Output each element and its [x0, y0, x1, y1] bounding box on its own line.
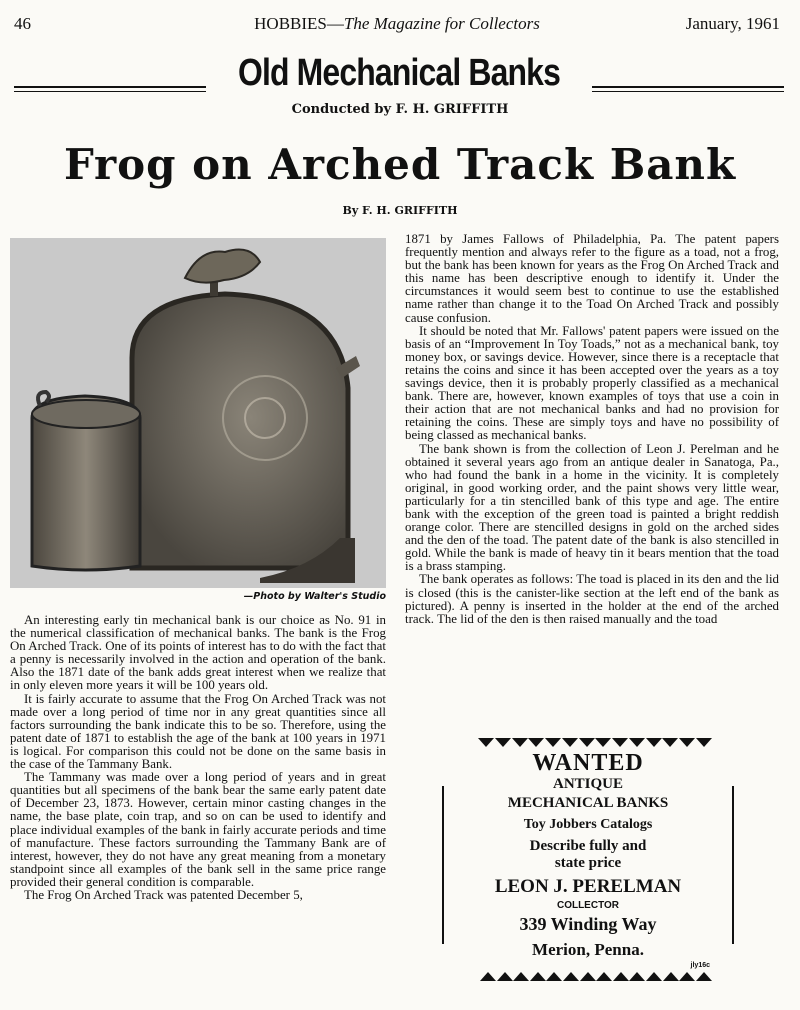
ad-mechanical-banks: MECHANICAL BANKS — [507, 795, 669, 811]
article-column-right — [405, 233, 779, 626]
magazine-tagline: The Magazine for Collectors — [343, 14, 540, 33]
paragraph: It should be noted that Mr. Fallows' patent papers were issued on the basis of an “Improvement In Toy Toads,” not as a mechanical bank, toy money box, or savings device. However, since there is a receptacle that retains the coins and since it has been accepted over the years as a toy savings device, then it is probably properly classified as a mechanical bank. There are, however, known examples of toys that use a coin in their action that are not mechanical banks and had no provision for retaining the coins. These are simply toys and have no possibility of being classed as mechanical banks. — [405, 323, 779, 443]
issue-date: January, 1961 — [685, 14, 780, 33]
paragraph: It is fairly accurate to assume that the Frog On Arched Track was not made over a long period of time nor in any great quantities since all factors surrounding the bank indicate this to be so. Therefore, using the patent date of 1871 to establish the age of the bank at 100 years in 1971 is logical. For comparison this could not be done on the same basis in the case of the Tammany Bank. — [10, 691, 386, 772]
ad-address: 339 Winding Way — [519, 914, 657, 934]
ad-border-top — [478, 738, 712, 748]
banner-rule-right — [592, 86, 784, 92]
page-number: 46 — [14, 14, 31, 33]
article-column-left — [10, 614, 386, 902]
paragraph: An interesting early tin mechanical bank is our choice as No. 91 in the numerical classification of mechanical banks. The bank is the Frog On Arched Track. One of its points of interest has to do with the fact that a penny is necessarily involved in the action and operation of the bank. Also the 1871 date of the bank adds great interest when we realize that in only eleven more years it will be 100 years old. — [10, 613, 386, 693]
article-byline: By F. H. GRIFFITH — [342, 204, 458, 217]
paragraph: The Tammany was made over a long period of years and in great quantities but all specimens of the bank bear the same early patent date of December 23, 1873. However, certain minor casting changes in the name, the base plate, coin trap, and so on can be used to identify and place individual examples of the bank in fairly accurate periods and time of manufacture. These factors surrounding the Tammany Bank are of interest, however, they do not have any great meaning from a monetary standpoint since all examples of the bank sell in the same price range provided their general condition is comparable. — [10, 770, 386, 889]
article-title: Frog on Arched Track Bank — [63, 140, 737, 189]
department-title: Old Mechanical Banks — [237, 52, 561, 94]
magazine-prefix: HOBBIES— — [254, 14, 344, 33]
ad-wanted-heading: WANTED — [532, 750, 644, 776]
department-byline: Conducted by F. H. GRIFFITH — [291, 102, 509, 117]
bank-photo — [10, 238, 386, 588]
wanted-advertisement — [442, 734, 734, 986]
ad-border-bottom — [480, 972, 712, 982]
ad-describe-line2: state price — [554, 855, 622, 871]
magazine-name — [14, 14, 780, 34]
photo-credit: —Photo by Walter's Studio — [243, 591, 386, 602]
ad-city: Merion, Penna. — [532, 940, 644, 959]
ad-describe-line1: Describe fully and — [529, 838, 647, 854]
running-header — [14, 14, 780, 38]
paragraph: The bank shown is from the collection of Leon J. Perelman and he obtained it several years ago from an antique dealer in Sanatoga, Pa., who had found the bank in a home in the vicinity. It is completely original, in good working order, and the paint shows very little wear, particularly for a tin stencilled bank of this type and age. The entire bank with the exception of the green toad is painted a bright reddish orange color. There are stencilled designs in gold on the arched sides and the den of the toad. The patent date of the bank is also stencilled in gold. While the bank is made of heavy tin it bears mention that the toad is a brass stamping. — [405, 441, 779, 574]
paragraph: 1871 by James Fallows of Philadelphia, Pa. The patent papers frequently mention and always refer to the figure as a toad, not a frog, but the bank has been known for years as the Frog On Arched Track and this name has been descriptive enough to identify it. Under the circumstances it would seem best to continue to use the established name rather than change it to the Toad On Arched Track and possibly cause confusion. — [405, 232, 779, 325]
department-banner — [14, 52, 784, 100]
paragraph: The Frog On Arched Track was patented December 5, — [24, 887, 303, 902]
ad-antique: ANTIQUE — [552, 776, 623, 792]
ad-toy-catalogs: Toy Jobbers Catalogs — [523, 817, 653, 832]
paragraph: The bank operates as follows: The toad is placed in its den and the lid is closed (this is the canister-like section at the left end of the bank as pictured). A penny is inserted in the holder at the end of the arched track. The lid of the den is then raised manually and the toad — [405, 572, 779, 626]
ad-collector-name: LEON J. PERELMAN — [494, 876, 682, 897]
ad-code: jly16c — [690, 962, 710, 969]
ad-collector-label: COLLECTOR — [556, 900, 620, 911]
